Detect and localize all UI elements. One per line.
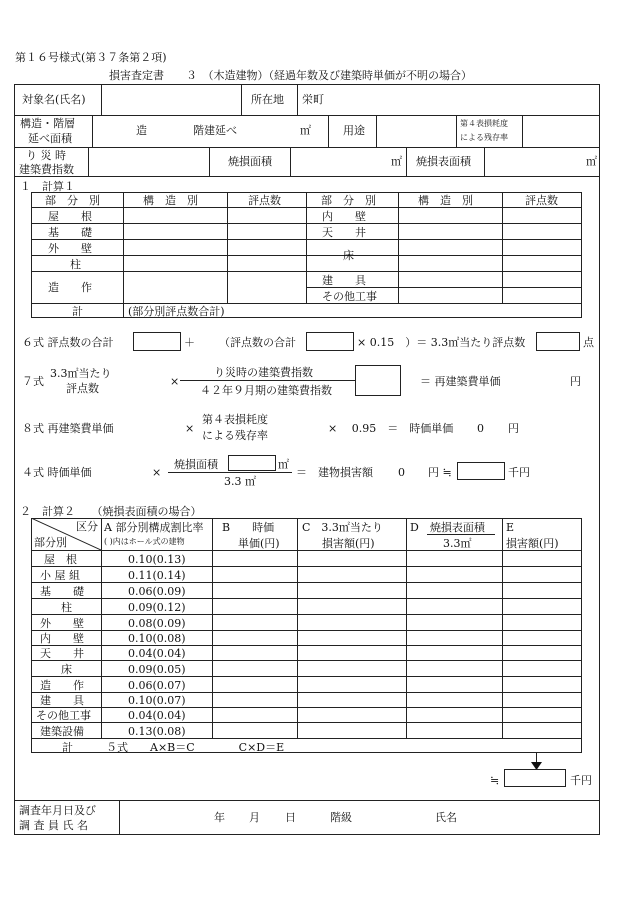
divider <box>14 115 600 116</box>
f6-unit: 点 <box>583 336 594 349</box>
calc1-row-other-work: その他工事 <box>322 290 377 303</box>
divider <box>297 84 298 115</box>
calc2-row-ratio: 0.10(0.08) <box>128 632 186 645</box>
calc2-title: ２ 計算２ （焼損表面積の場合） <box>20 505 202 518</box>
structure-unit: ㎡ <box>300 124 311 137</box>
calc2-total-formula: ５式 A×B＝C C×D＝E <box>106 741 285 754</box>
calc2-row-ratio: 0.10(0.13) <box>128 553 186 566</box>
calc2-row-ratio: 0.04(0.04) <box>128 709 186 722</box>
divider <box>14 800 600 801</box>
divider <box>31 630 582 631</box>
divider <box>290 147 291 176</box>
calc1-row-floor: 床 <box>343 249 354 262</box>
calc2-row-part: 造 作 <box>40 679 84 692</box>
divider <box>306 287 582 288</box>
divider <box>101 84 102 115</box>
calc1-total-note: (部分別評点数合計) <box>128 305 225 318</box>
divider <box>31 566 582 567</box>
divider <box>123 303 124 318</box>
f8-value: 0 <box>477 422 484 435</box>
f6-plus: ＋ <box>184 336 195 349</box>
f7-yen: 円 <box>570 375 581 388</box>
calc1-header-score: 評点数 <box>248 194 281 207</box>
calc2-head-a: A 部分別構成割比率 <box>104 521 204 534</box>
calc1-row-ceiling: 天 井 <box>322 226 366 239</box>
calc2-row-part: 天 井 <box>40 647 84 660</box>
calc2-head-d: D 焼損表面積 <box>410 521 485 534</box>
location-value: 栄町 <box>302 93 324 106</box>
divider <box>31 614 582 615</box>
calc2-table <box>31 518 582 753</box>
f7-num-2: 評点数 <box>66 382 99 395</box>
footer-label-2: 調 査 員 氏 名 <box>19 819 88 832</box>
index-label-2: 建築費指数 <box>19 163 74 176</box>
footer-rank: 階級 <box>330 811 352 824</box>
burned-surface-unit: ㎡ <box>586 155 597 168</box>
divider <box>456 115 457 147</box>
f8-yen: 円 <box>508 422 519 435</box>
calc2-row-part: 建築設備 <box>40 725 84 738</box>
calc2-row-ratio: 0.11(0.14) <box>128 569 186 582</box>
divider <box>328 115 329 147</box>
calc2-head-b-2: 単価(円) <box>238 537 280 550</box>
f4-bottom: 3.3 ㎡ <box>224 475 256 488</box>
footer-label: 調査年月日及び <box>19 804 96 817</box>
calc2-row-ratio: 0.06(0.07) <box>128 679 186 692</box>
calc2-head-c-2: 損害額(円) <box>322 537 375 550</box>
footer-year: 年 <box>214 811 225 824</box>
divider <box>522 115 523 147</box>
calc2-head-e: E <box>506 521 515 534</box>
divider <box>406 518 407 738</box>
calc1-row-foundation: 基 礎 <box>48 226 92 239</box>
f6-input-1[interactable] <box>133 332 181 351</box>
structure-zo: 造 <box>136 124 147 137</box>
divider <box>31 738 582 739</box>
divider <box>398 192 399 303</box>
calc2-row-part: 小 屋 組 <box>40 569 80 582</box>
calc2-row-part: 外 壁 <box>40 617 84 630</box>
use-label: 用途 <box>343 124 365 137</box>
divider <box>119 800 120 835</box>
calc2-row-ratio: 0.06(0.09) <box>128 585 186 598</box>
f6-input-2[interactable] <box>306 332 354 351</box>
calc2-row-ratio: 0.13(0.08) <box>128 725 186 738</box>
calc2-head-b: B 時価 <box>222 521 275 534</box>
f7-result: ＝ 再建築費単価 <box>420 375 501 388</box>
divider <box>92 115 93 147</box>
subject-label: 対象名(氏名) <box>22 93 86 106</box>
structure-label: 構造・階層 <box>20 117 75 130</box>
calc2-head-e-2: 損害額(円) <box>506 537 559 550</box>
calc2-head-bubun: 部分別 <box>34 536 67 549</box>
calc2-head-kubun: 区分 <box>76 520 98 533</box>
f4-top: 焼損面積 <box>174 458 218 471</box>
f4-result: ＝ 建物損害額 <box>296 466 373 479</box>
footer-name: 氏名 <box>435 811 457 824</box>
divider <box>212 518 213 738</box>
calc2-row-part: 柱 <box>61 601 72 614</box>
calc2-row-part: 基 礎 <box>40 585 84 598</box>
document-title: 損害査定書 ３ （木造建物）（経過年数及び建築時単価が不明の場合） <box>109 69 472 82</box>
calc2-result-input[interactable] <box>504 769 566 787</box>
calc1-row-fixtures: 造 作 <box>48 281 92 294</box>
divider <box>31 255 306 256</box>
calc2-head-d-bar <box>427 534 495 535</box>
divider <box>406 147 407 176</box>
divider <box>14 176 600 177</box>
divider <box>31 550 582 551</box>
f8-mid-1: 第４表損耗度 <box>202 413 268 426</box>
divider <box>227 192 228 303</box>
f4-area-input[interactable] <box>228 455 276 471</box>
index-label: り 災 時 <box>26 149 66 162</box>
divider <box>31 645 582 646</box>
divider <box>31 660 582 661</box>
calc1-row-pillar: 柱 <box>70 258 81 271</box>
calc2-row-part: 建 具 <box>40 694 84 707</box>
calc2-total-label: 計 <box>62 741 73 754</box>
divider <box>101 518 102 738</box>
burned-surface-label: 焼損表面積 <box>416 155 471 168</box>
f7-frac-bottom: ４２年９月期の建築費指数 <box>200 384 332 397</box>
calc2-row-part: 屋 根 <box>44 553 77 566</box>
divider <box>484 147 485 176</box>
calc1-total-label: 計 <box>72 305 83 318</box>
f7-num-1: 3.3㎡当たり <box>50 367 112 380</box>
divider <box>31 707 582 708</box>
f4-times: × <box>152 466 162 479</box>
divider <box>306 192 307 303</box>
divider <box>88 147 89 176</box>
divider <box>31 303 582 304</box>
f6-label: ６式 評点数の合計 <box>22 336 114 349</box>
calc2-approx: ≒ <box>490 774 500 787</box>
floor-area-label: 延べ面積 <box>28 132 72 145</box>
calc1-header-structure: 構 造 別 <box>143 194 198 207</box>
f7-times: × <box>170 375 180 388</box>
footer-month: 月 <box>249 811 260 824</box>
form-number: 第１６号様式(第３７条第２項) <box>15 51 167 64</box>
calc1-header-part-r: 部 分 別 <box>321 194 376 207</box>
calc1-header-structure-r: 構 造 別 <box>418 194 473 207</box>
residual-label: 第４表損耗度 <box>460 119 508 128</box>
f4-value: 0 <box>398 466 405 479</box>
calc2-row-part: 床 <box>61 663 72 676</box>
calc1-title: １ 計算１ <box>20 180 75 193</box>
calc1-header-part: 部 分 別 <box>45 194 100 207</box>
burned-area-unit: ㎡ <box>391 155 402 168</box>
calc1-row-fittings: 建 具 <box>322 274 366 287</box>
calc2-row-ratio: 0.08(0.09) <box>128 617 186 630</box>
calc2-row-part: その他工事 <box>36 709 91 722</box>
calc1-row-roof: 屋 根 <box>48 210 92 223</box>
calc2-row-ratio: 0.09(0.12) <box>128 601 186 614</box>
f8-label: ８式 再建築費単価 <box>22 422 114 435</box>
calc2-row-ratio: 0.04(0.04) <box>128 647 186 660</box>
f4-label: ４式 時価単価 <box>22 466 92 479</box>
f4-yen: 円 ≒ <box>428 466 452 479</box>
calc2-unit: 千円 <box>570 774 592 787</box>
divider <box>31 676 582 677</box>
divider <box>31 582 582 583</box>
location-label: 所在地 <box>251 93 284 106</box>
f4-m2: ㎡ <box>278 458 289 471</box>
residual-label-2: による残存率 <box>460 133 508 142</box>
f6-input-3[interactable] <box>536 332 580 351</box>
divider <box>241 84 242 115</box>
calc1-row-exterior-wall: 外 壁 <box>48 242 92 255</box>
calc2-row-ratio: 0.09(0.05) <box>128 663 186 676</box>
f8-rest: × 0.95 ＝ 時価単価 <box>328 422 454 435</box>
calc2-head-d-2: 3.3㎡ <box>443 537 472 550</box>
divider <box>123 192 124 303</box>
divider <box>31 692 582 693</box>
f7-frac-top: り災時の建築費指数 <box>214 366 313 379</box>
divider <box>209 147 210 176</box>
f8-mid-2: による残存率 <box>202 429 268 442</box>
divider <box>31 722 582 723</box>
f4-thousand-yen-input[interactable] <box>457 462 505 480</box>
calc2-head-c: C 3.3㎡当たり <box>302 521 383 534</box>
calc2-row-ratio: 0.10(0.07) <box>128 694 186 707</box>
f4-fraction-bar <box>168 472 292 473</box>
f4-unit: 千円 <box>508 466 530 479</box>
divider <box>14 147 600 148</box>
f6-paren: （評点数の合計 <box>219 336 296 349</box>
calc1-header-score-r: 評点数 <box>525 194 558 207</box>
calc2-row-part: 内 壁 <box>40 632 84 645</box>
divider <box>502 518 503 738</box>
structure-floors: 階建延べ <box>193 124 237 137</box>
f6-times: × 0.15 ）＝ 3.3㎡当たり評点数 <box>357 336 526 349</box>
divider <box>297 518 298 738</box>
f8-times: × <box>185 422 195 435</box>
f7-input[interactable] <box>355 365 401 396</box>
divider <box>502 192 503 303</box>
divider <box>376 115 377 147</box>
calc1-row-interior-wall: 内 壁 <box>322 210 366 223</box>
calc2-head-a-note: ( )内はホール式の建物 <box>104 537 185 546</box>
footer-day: 日 <box>285 811 296 824</box>
burned-area-label: 焼損面積 <box>228 155 272 168</box>
f7-label: ７式 <box>22 375 44 388</box>
divider <box>31 598 582 599</box>
